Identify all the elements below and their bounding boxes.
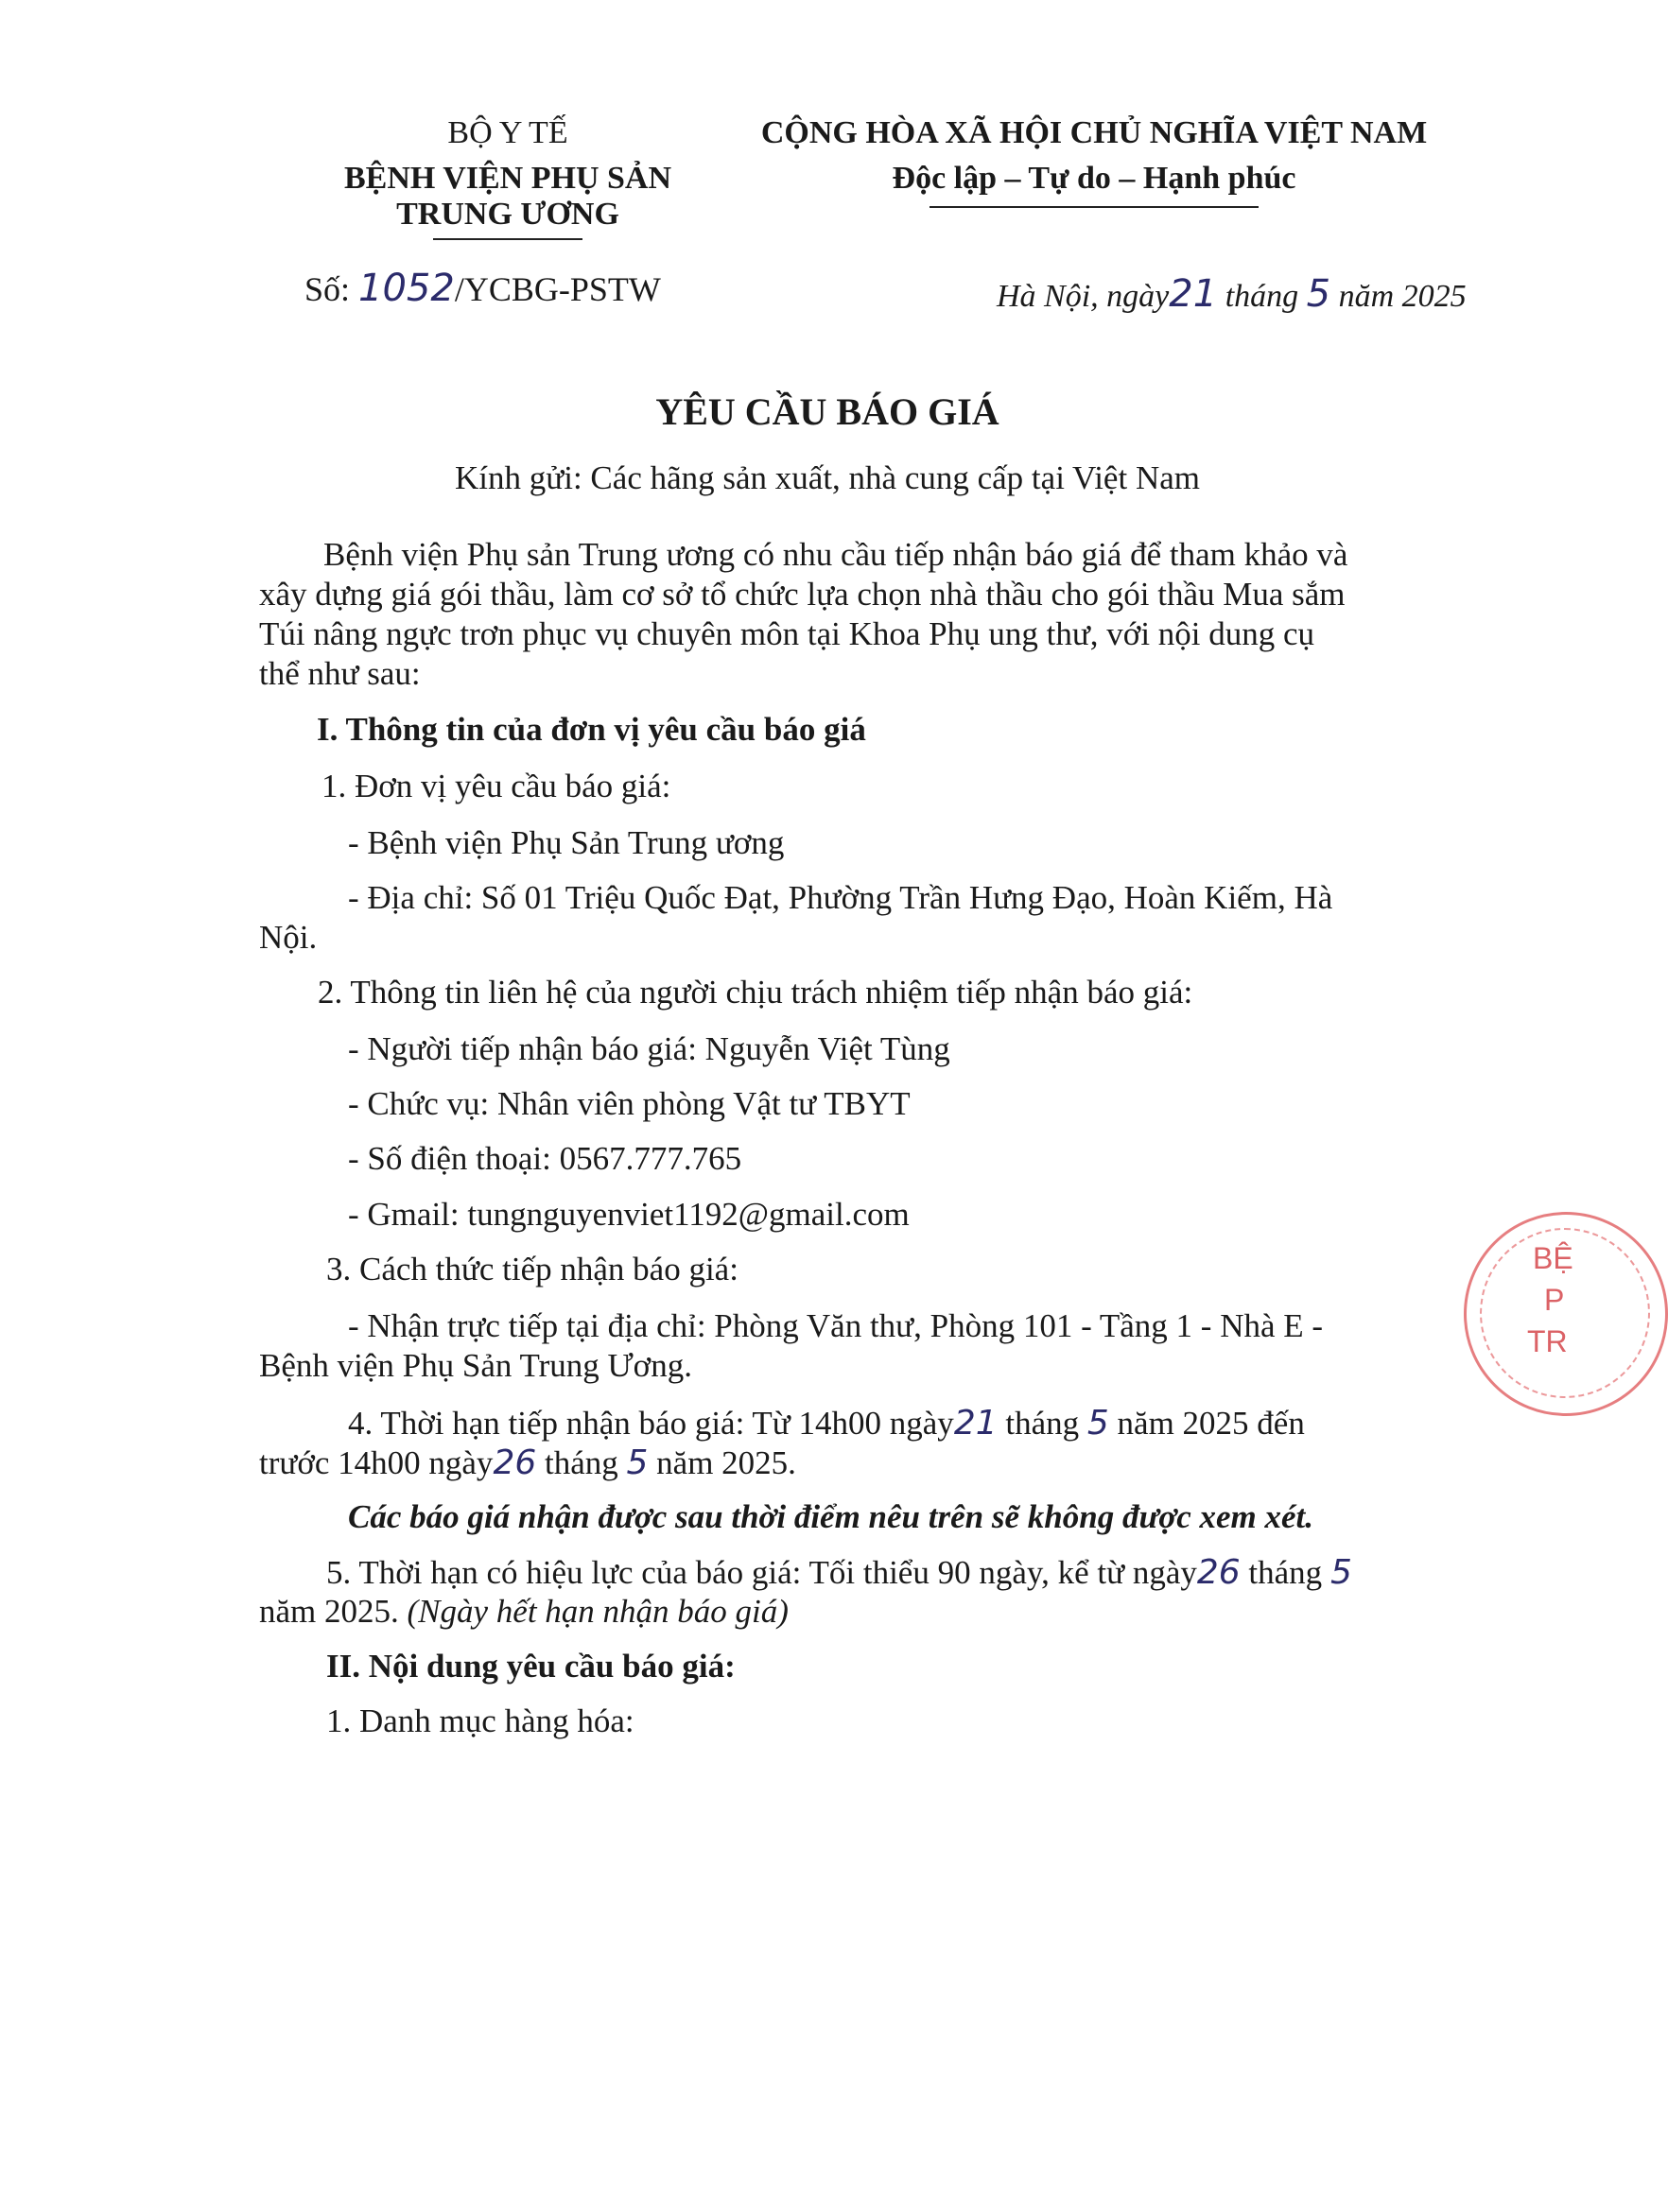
item4-text-5: tháng (545, 1444, 618, 1481)
date-text-3: năm 2025 (1338, 279, 1467, 314)
intro-line-4: thể như sau: (259, 655, 421, 692)
date-day-handwritten: 21 (1169, 272, 1218, 316)
item5-day-handwritten: 26 (1196, 1553, 1241, 1592)
doc-no-label: Số: (304, 270, 351, 308)
document-title: YÊU CẦU BÁO GIÁ (655, 390, 999, 433)
method-line-1: - Nhận trực tiếp tại địa chỉ: Phòng Văn thư, Phòng 101 - Tầng 1 - Nhà E - (348, 1307, 1324, 1344)
item5-text-1: 5. Thời hạn có hiệu lực của báo giá: Tối thiểu 90 ngày, kể từ ngày (326, 1554, 1197, 1591)
intro-line-2: xây dựng giá gói thầu, làm cơ sở tổ chức lựa chọn nhà thầu cho gói thầu Mua sắm (259, 576, 1346, 613)
item5-italic-note: (Ngày hết hạn nhận báo giá) (407, 1593, 789, 1630)
item4-month2-handwritten: 5 (626, 1443, 649, 1482)
date-month-handwritten: 5 (1306, 272, 1331, 316)
hospital-underline (433, 238, 582, 240)
national-title: CỘNG HÒA XÃ HỘI CHỦ NGHĨA VIỆT NAM (760, 115, 1428, 150)
item5-text-3: năm 2025. (259, 1593, 399, 1630)
intro-line-1: Bệnh viện Phụ sản Trung ương có nhu cầu tiếp nhận báo giá để tham khảo và (323, 536, 1348, 573)
section-2-heading: II. Nội dung yêu cầu báo giá: (326, 1648, 736, 1685)
item4-text-1: 4. Thời hạn tiếp nhận báo giá: Từ 14h00 ngày (348, 1405, 954, 1442)
section-1-heading: I. Thông tin của đơn vị yêu cầu báo giá (317, 711, 866, 748)
unit-name: - Bệnh viện Phụ Sản Trung ương (348, 824, 785, 861)
document-number (304, 267, 661, 310)
address-line-2: Nội. (259, 919, 318, 956)
document-date (997, 272, 1467, 316)
intro-line-3: Túi nâng ngực trơn phục vụ chuyên môn tại Khoa Phụ ung thư, với nội dung cụ (259, 615, 1315, 652)
receiver-position: - Chức vụ: Nhân viên phòng Vật tư TBYT (348, 1085, 911, 1122)
doc-no-suffix: /YCBG-PSTW (454, 270, 661, 308)
motto-underline (930, 206, 1259, 208)
section-1-item-5-line-2 (259, 1593, 789, 1631)
item4-text-4: trước 14h00 ngày (259, 1444, 494, 1481)
hospital-name-line1: BỆNH VIỆN PHỤ SẢN (343, 161, 672, 196)
seal-text-1: BỆ (1533, 1241, 1573, 1275)
item4-day2-handwritten: 26 (493, 1443, 537, 1482)
section-1-item-2: 2. Thông tin liên hệ của người chịu trách nhiệm tiếp nhận báo giá: (318, 974, 1193, 1011)
item4-month1-handwritten: 5 (1086, 1404, 1109, 1443)
doc-no-handwritten: 1052 (358, 267, 455, 310)
section-1-item-4-line-2 (259, 1443, 796, 1482)
item4-day1-handwritten: 21 (953, 1404, 998, 1443)
date-text-2: tháng (1225, 279, 1299, 314)
recipient-line: Kính gửi: Các hãng sản xuất, nhà cung cấp tại Việt Nam (455, 459, 1200, 496)
hospital-name-line2: TRUNG ƯƠNG (396, 197, 619, 232)
national-motto: Độc lập – Tự do – Hạnh phúc (892, 161, 1296, 196)
section-1-item-1: 1. Đơn vị yêu cầu báo giá: (321, 768, 671, 804)
address-line-1: - Địa chỉ: Số 01 Triệu Quốc Đạt, Phường Trần Hưng Đạo, Hoàn Kiếm, Hà (348, 879, 1333, 916)
seal-text-2: P (1544, 1283, 1565, 1317)
receiver-name: - Người tiếp nhận báo giá: Nguyễn Việt Tùng (348, 1030, 950, 1067)
method-line-2: Bệnh viện Phụ Sản Trung Ương. (259, 1347, 692, 1384)
red-seal-stamp (1464, 1212, 1668, 1416)
date-text-1: Hà Nội, ngày (997, 279, 1170, 314)
receiver-phone: - Số điện thoại: 0567.777.765 (348, 1140, 742, 1177)
section-1-item-5-line-1 (326, 1553, 1352, 1592)
item5-month-handwritten: 5 (1329, 1553, 1352, 1592)
ministry-name: BỘ Y TẾ (447, 115, 568, 150)
receiver-email: - Gmail: tungnguyenviet1192@gmail.com (348, 1196, 910, 1233)
item4-text-6: năm 2025. (656, 1444, 796, 1481)
seal-text-3: TR (1527, 1324, 1568, 1358)
section-1-item-3: 3. Cách thức tiếp nhận báo giá: (326, 1251, 738, 1287)
item5-text-2: tháng (1248, 1554, 1323, 1591)
section-2-item-1: 1. Danh mục hàng hóa: (326, 1702, 634, 1739)
section-1-item-4-line-1 (348, 1404, 1305, 1443)
item4-text-2: tháng (1005, 1405, 1080, 1442)
item4-text-3: năm 2025 đến (1117, 1405, 1305, 1442)
late-submission-notice: Các báo giá nhận được sau thời điểm nêu trên sẽ không được xem xét. (348, 1498, 1313, 1535)
